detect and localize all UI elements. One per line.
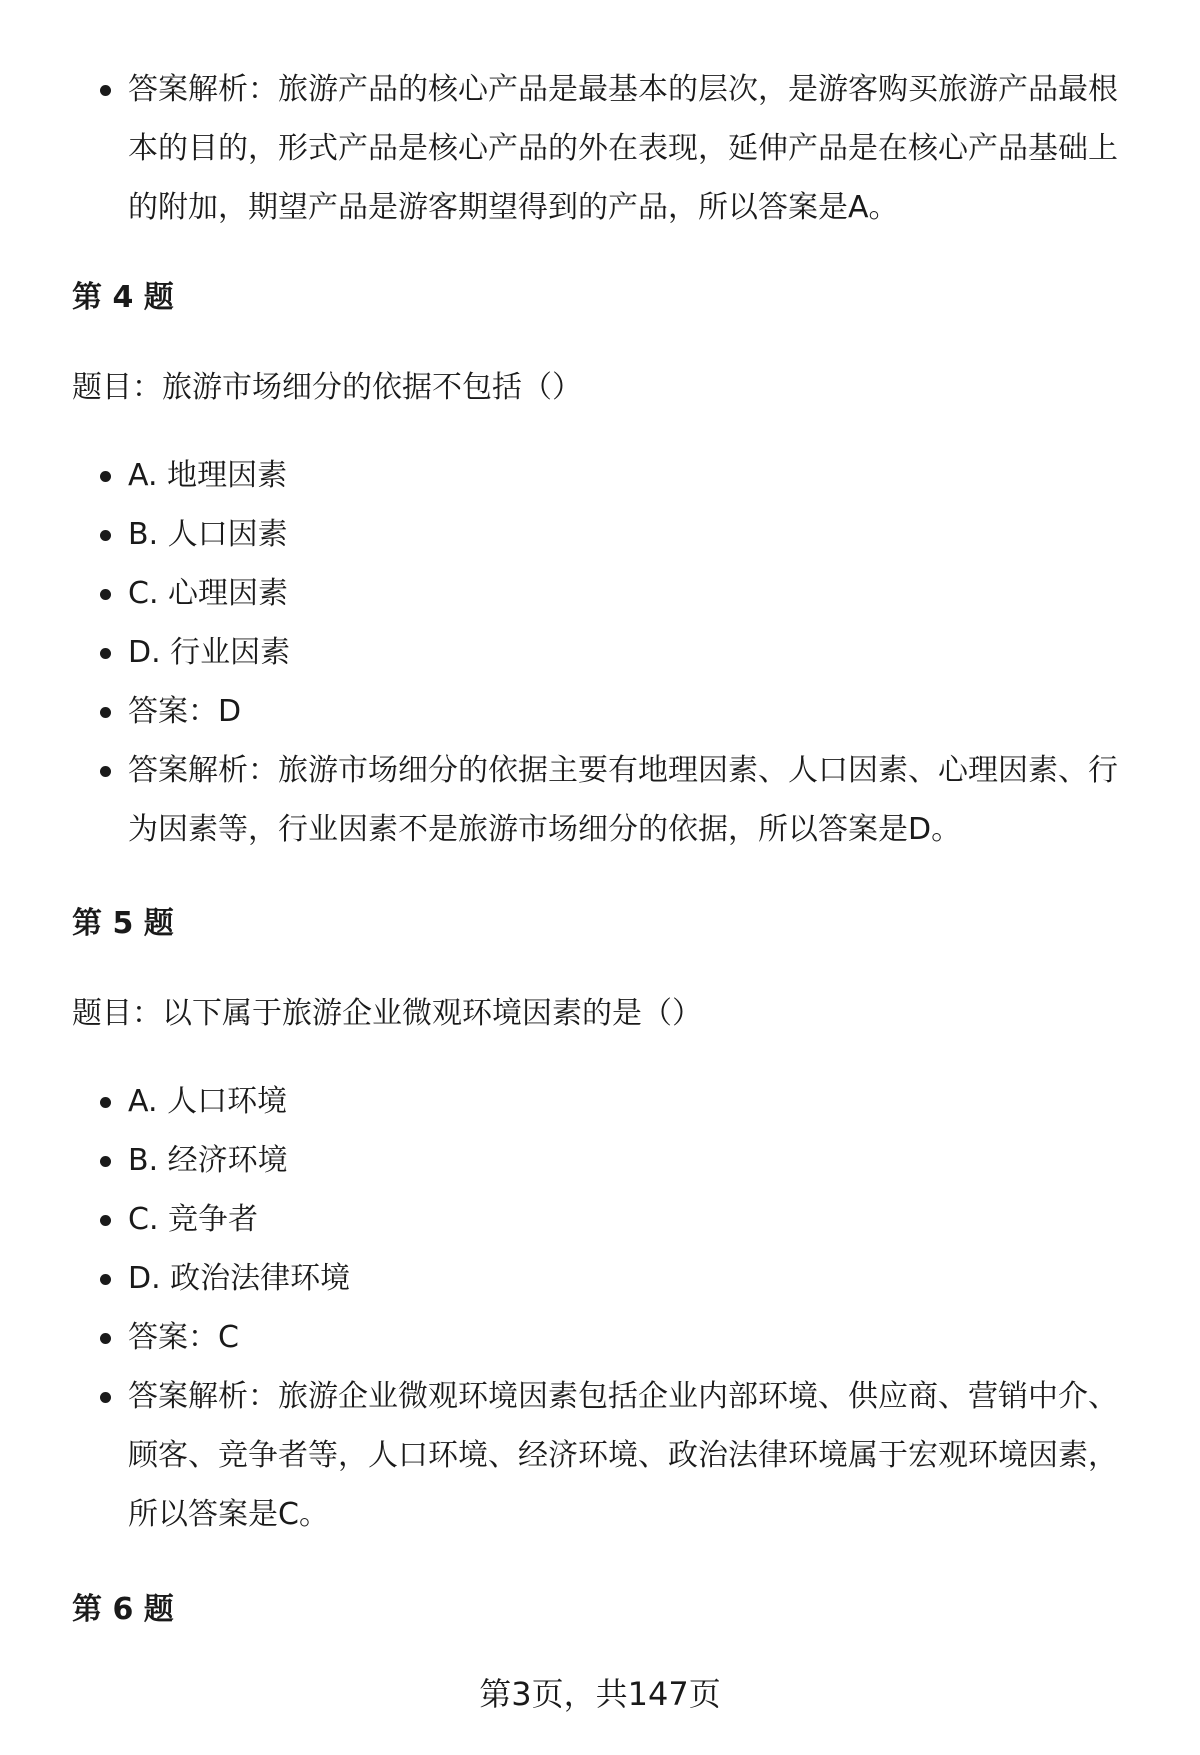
q4-option-a: A. 地理因素 [72, 446, 1142, 505]
q5-explanation: 答案解析：旅游企业微观环境因素包括企业内部环境、供应商、营销中介、顾客、竞争者等，人口环境、经济环境、政治法律环境属于宏观环境因素，所以答案是C。 [72, 1367, 1142, 1544]
q5-option-d: D. 政治法律环境 [72, 1249, 1142, 1308]
q4-list [72, 446, 1142, 859]
q4-explanation: 答案解析：旅游市场细分的依据主要有地理因素、人口因素、心理因素、行为因素等，行业因素不是旅游市场细分的依据，所以答案是D。 [72, 741, 1142, 859]
q6-title: 第 6 题 [72, 1592, 174, 1627]
q5-list [72, 1072, 1142, 1544]
q5-answer: 答案：C [72, 1308, 1142, 1367]
q5-option-c: C. 竞争者 [72, 1190, 1142, 1249]
page-number-footer: 第3页，共147页 [479, 1675, 721, 1713]
q5-option-b: B. 经济环境 [72, 1131, 1142, 1190]
q5-question: 题目：以下属于旅游企业微观环境因素的是（） [72, 996, 702, 1031]
q4-question: 题目：旅游市场细分的依据不包括（） [72, 370, 582, 405]
q4-answer: 答案：D [72, 682, 1142, 741]
q4-option-d: D. 行业因素 [72, 623, 1142, 682]
q4-option-b: B. 人口因素 [72, 505, 1142, 564]
q5-option-a: A. 人口环境 [72, 1072, 1142, 1131]
q4-option-c: C. 心理因素 [72, 564, 1142, 623]
q4-title: 第 4 题 [72, 280, 174, 315]
q3-explanation: 答案解析：旅游产品的核心产品是最基本的层次，是游客购买旅游产品最根本的目的，形式产品是核心产品的外在表现，延伸产品是在核心产品基础上的附加，期望产品是游客期望得到的产品，所以答案是A。 [72, 60, 1142, 237]
q3-explanation-block [72, 60, 1142, 237]
q5-title: 第 5 题 [72, 906, 174, 941]
